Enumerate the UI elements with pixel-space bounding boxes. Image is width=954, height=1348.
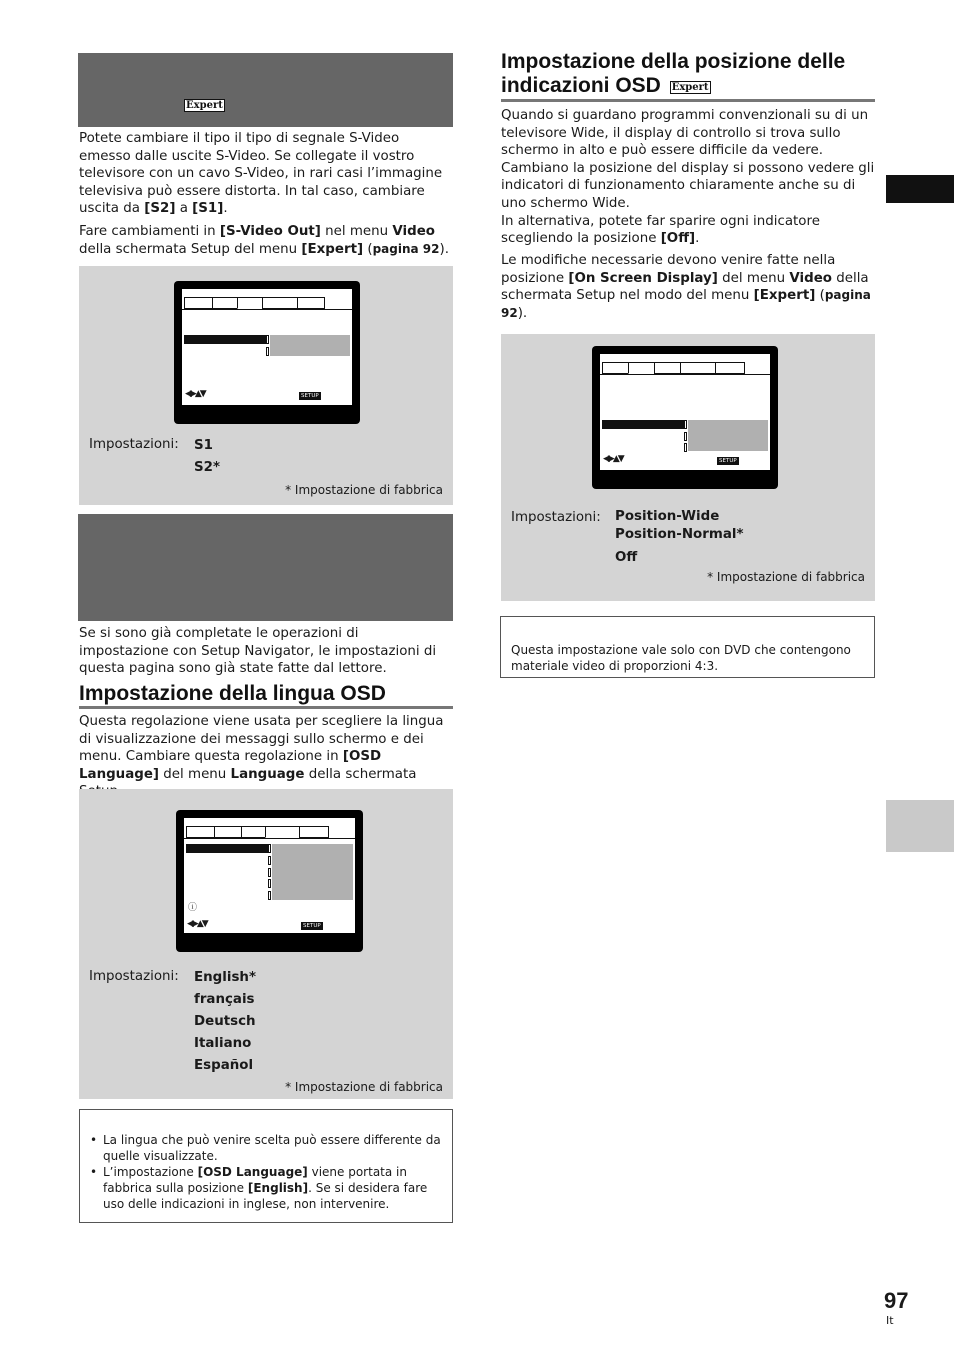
svideo-paragraph-1: Potete cambiare il tipo il tipo di segnale S-Video emesso dalle uscite S-Video. Se collegate il vostro televisore con un cavo S-Video, in rari casi l’immagine televisiva può essere distorta. In tal caso, cambiare uscita da [S2] a [S1].: [79, 131, 443, 217]
osd-position-tv-screen: [592, 346, 778, 489]
osd-language-option: Español: [194, 1058, 254, 1073]
osd-language-paragraph: Questa regolazione viene usata per scegliere la lingua di visualizzazione dei messaggi sullo schermo e dei menu. Cambiare questa regolazione in [OSD Language] del menu Language della schermata: [79, 714, 444, 782]
setup-badge: SETUP: [719, 458, 737, 464]
section-header-bar-basic: [78, 514, 453, 621]
setup-badge: SETUP: [301, 393, 319, 399]
svideo-settings-label: Impostazioni:: [89, 437, 179, 452]
svideo-footnote: * Impostazione di fabbrica: [285, 483, 443, 497]
osd-language-option: English*: [194, 970, 256, 985]
setup-navigator-paragraph: Se si sono già completate le operazioni di impostazione con Setup Navigator, le impostazioni di questa pagina sono già state fatte dal lettore.: [79, 626, 437, 677]
osd-position-settings-label: Impostazioni:: [511, 510, 601, 525]
osd-language-settings-label: Impostazioni:: [89, 969, 179, 984]
side-tab-light: [886, 800, 954, 852]
nav-arrows-icon: ◀▶▲▼: [187, 919, 207, 929]
osd-language-option: Deutsch: [194, 1014, 256, 1029]
osd-position-settings-box: [501, 334, 875, 601]
osd-position-option-normal: Position-Normal*: [615, 526, 744, 542]
osd-language-settings-box: [79, 789, 453, 1099]
svideo-settings-box: [79, 266, 453, 505]
osd-position-paragraph-2: Le modifiche necessarie devono venire fatte nella posizione [On Screen Display] del menu Video della schermata Setup nel modo del menu [Expert] (pagina 92).: [501, 253, 871, 321]
page-language-code: It: [886, 1314, 894, 1327]
info-icon: ⓘ: [188, 903, 198, 913]
osd-position-paragraph-1: Quando si guardano programmi convenzionali su di un televisore Wide, il display di controllo si trova sullo schermo in alto e può essere difficile da vedere. Cambiano la posizione del display si possono vedere gli indicatori di funzionamento chiaramente anche su di uno schermo Wide. In alternativa, potete far sparire ogni indicatore scegliendo la posizione [Off].: [501, 108, 875, 247]
nav-arrows-icon: ◀▶▲▼: [185, 389, 205, 399]
nav-arrows-icon: ◀▶▲▼: [603, 454, 623, 464]
section-header-bar-svideo: [78, 53, 453, 127]
expert-badge: Expert: [186, 100, 223, 111]
osd-position-option-off: Off: [615, 550, 638, 565]
osd-language-option: français: [194, 992, 255, 1007]
osd-position-note-text: Questa impostazione vale solo con DVD che contengono materiale video di proporzioni 4:3.: [511, 643, 851, 673]
osd-position-note-box: [500, 616, 875, 678]
expert-badge: Expert: [671, 82, 709, 93]
setup-badge: SETUP: [303, 923, 321, 929]
osd-language-footnote: * Impostazione di fabbrica: [285, 1080, 443, 1094]
note-item: • L’impostazione [OSD Language] viene portata in fabbrica sulla posizione [English]. Se si desidera fare uso delle indicazioni in inglese, non intervenire.: [89, 1164, 441, 1212]
osd-position-footnote: * Impostazione di fabbrica: [707, 570, 865, 584]
svideo-paragraph-2: Fare cambiamenti in [S-Video Out] nel menu Video della schermata Setup del menu [Expert] (pagina 92).: [79, 224, 449, 257]
svideo-tv-screen: [174, 281, 360, 424]
svideo-option-s1: S1: [194, 438, 213, 453]
note-item: • La lingua che può venire scelta può essere differente da quelle visualizzate.: [89, 1132, 441, 1164]
page-number: 97: [884, 1288, 909, 1313]
svideo-option-s2: S2*: [194, 459, 220, 475]
osd-position-title: Impostazione della posizione delle indicazioni OSD Expert: [501, 50, 846, 97]
osd-position-option-wide: Position-Wide: [615, 509, 720, 524]
osd-language-title: Impostazione della lingua OSD: [79, 682, 386, 705]
osd-language-tv-screen: [176, 810, 363, 952]
osd-language-note-box: [79, 1109, 453, 1223]
osd-language-option: Italiano: [194, 1036, 252, 1051]
side-tab-dark: [886, 175, 954, 203]
